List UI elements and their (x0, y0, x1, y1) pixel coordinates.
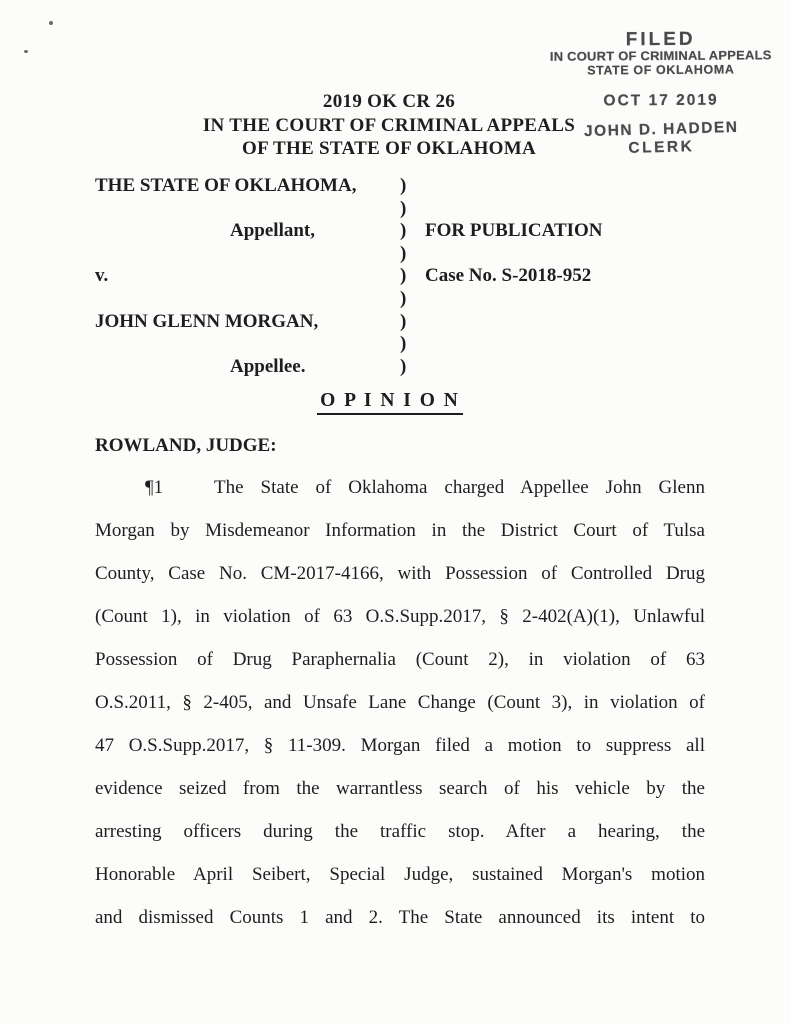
paragraph-line: Morgan by Misdemeanor Information in the District Court of Tulsa (95, 520, 705, 541)
paragraph-line: and dismissed Counts 1 and 2. The State announced its intent to (95, 907, 705, 928)
judge-line: ROWLAND, JUDGE: (95, 435, 277, 456)
caption-row (95, 243, 705, 266)
caption-paren: ) (400, 242, 407, 264)
caption-paren: ) (400, 220, 407, 242)
defendant-name: JOHN GLENN MORGAN, (95, 310, 319, 332)
caption-row (95, 356, 705, 379)
caption-paren: ) (400, 355, 407, 377)
case-caption (95, 175, 705, 378)
caption-row (95, 265, 705, 288)
caption-row (95, 198, 705, 221)
court-name-line2: OF THE STATE OF OKLAHOMA (242, 138, 536, 159)
stamp-date: OCT 17 2019 (603, 91, 719, 110)
caption-row (95, 220, 705, 243)
plaintiff-name: THE STATE OF OKLAHOMA, (95, 175, 357, 196)
court-name-line1: IN THE COURT OF CRIMINAL APPEALS (202, 114, 576, 136)
caption-paren: ) (400, 287, 407, 309)
stamp-filed-text: FILED (625, 28, 696, 51)
caption-row (95, 175, 705, 198)
paragraph-line: County, Case No. CM-2017-4166, with Possession of Controlled Drug (95, 563, 705, 584)
case-citation: 2019 OK CR 26 (322, 91, 456, 112)
caption-paren: ) (400, 197, 407, 219)
opinion-heading-wrap (0, 390, 780, 415)
document-heading (0, 90, 778, 161)
stamp-state-text: STATE OF OKLAHOMA (587, 62, 735, 78)
caption-paren: ) (400, 175, 407, 196)
versus-label: v. (95, 265, 109, 287)
paragraph-line: arresting officers during the traffic stop. After a hearing, the (95, 821, 705, 842)
caption-right-blank (425, 175, 705, 198)
paragraph-line: Honorable April Seibert, Special Judge, sustained Morgan's motion (95, 864, 705, 885)
publication-note: FOR PUBLICATION (425, 220, 603, 242)
case-number: Case No. S-2018-952 (425, 265, 592, 287)
paragraph-line: ¶1 The State of Oklahoma charged Appellee John Glenn (145, 477, 705, 498)
caption-row (95, 311, 705, 334)
defendant-role: Appellee. (230, 355, 306, 377)
caption-row (95, 288, 705, 311)
scan-speck (24, 50, 28, 53)
opinion-paragraph (95, 466, 705, 939)
paragraph-line: (Count 1), in violation of 63 O.S.Supp.2017, § 2-402(A)(1), Unlawful (95, 606, 705, 627)
plaintiff-role: Appellant, (230, 220, 315, 242)
caption-paren: ) (400, 333, 407, 355)
paragraph-line: O.S.2011, § 2-405, and Unsafe Lane Change (Count 3), in violation of (95, 692, 705, 713)
caption-paren: ) (400, 265, 407, 287)
stamp-clerk-name: JOHN D. HADDEN (583, 118, 739, 141)
paragraph-line: evidence seized from the warrantless search of his vehicle by the (95, 778, 705, 799)
stamp-clerk-title: CLERK (628, 138, 695, 157)
caption-row (95, 333, 705, 356)
paragraph-line: Possession of Drug Paraphernalia (Count 2), in violation of 63 (95, 649, 705, 670)
paragraph-line: 47 O.S.Supp.2017, § 11-309. Morgan filed a motion to suppress all (95, 735, 705, 756)
caption-paren: ) (400, 310, 407, 332)
stamp-court-text: IN COURT OF CRIMINAL APPEALS (549, 48, 772, 64)
opinion-heading: O P I N I O N (317, 390, 463, 415)
scan-speck (49, 21, 53, 25)
